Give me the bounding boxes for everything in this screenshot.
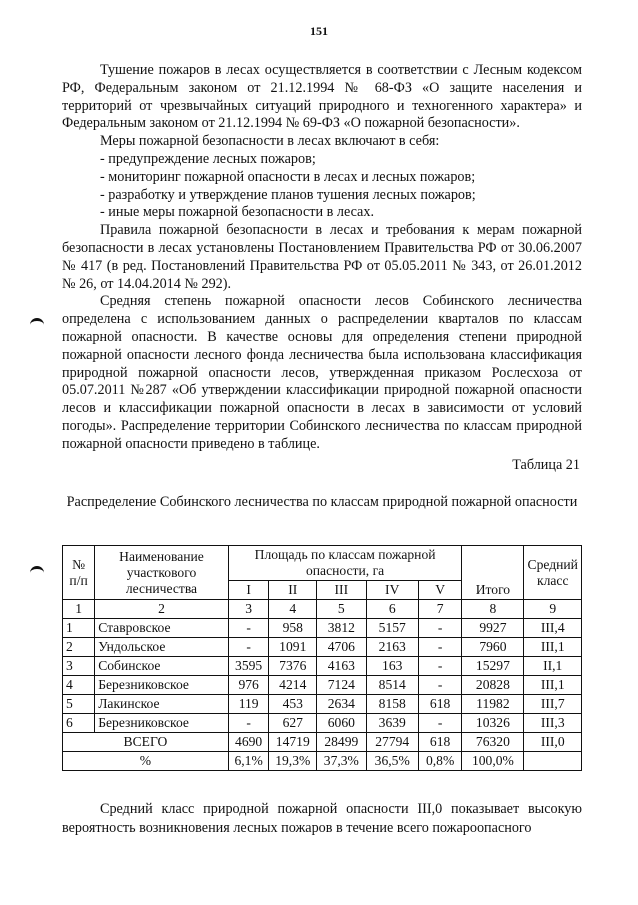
row-name: Березниковское	[95, 676, 229, 695]
row-class-3: 7124	[317, 676, 367, 695]
table-row	[63, 676, 582, 695]
list-item: - мониторинг пожарной опасности в лесах и лесных пожаров;	[100, 168, 476, 185]
row-class-5: -	[418, 714, 461, 733]
header-total: Итого	[462, 546, 524, 600]
row-class-1: 3595	[228, 657, 269, 676]
table-header-row	[63, 546, 582, 581]
row-name: Ставровское	[95, 619, 229, 638]
percent-class-4: 36,5%	[366, 752, 418, 771]
list-item: - иные меры пожарной безопасности в лесах.	[100, 204, 374, 221]
row-class-2: 1091	[269, 638, 317, 657]
row-class-3: 4163	[317, 657, 367, 676]
paragraph-rules: Правила пожарной безопасности в лесах и требования к мерам пожарной безопасности в лесах установлены Постановлением Правительства РФ от 30.06.2007 № 417 (в ред. Постановлений Правительства РФ от 05.05.2011 № 343, от 26.01.2012 № 26, от 14.04.2014 № 292).	[62, 222, 582, 292]
table-row	[63, 695, 582, 714]
row-class-5: -	[418, 619, 461, 638]
table-percent-row	[63, 752, 582, 771]
percent-class-1: 6,1%	[228, 752, 269, 771]
paragraph-fire-law: Тушение пожаров в лесах осуществляется в соответствии с Лесным кодексом РФ, Федеральным законом от 21.12.1994 № 68-ФЗ «О защите населения и территорий от чрезвычайных ситуаций природного и техногенного характера» и Федеральным законом от 21.12.1994 № 69-ФЗ «О пожарной безопасности».	[62, 62, 582, 132]
row-class-1: -	[228, 638, 269, 657]
table-row	[63, 657, 582, 676]
header-class-3: III	[317, 581, 367, 600]
row-class-4: 8158	[366, 695, 418, 714]
row-class-5: -	[418, 657, 461, 676]
header-class-5: V	[418, 581, 461, 600]
percent-label: %	[63, 752, 229, 771]
row-name: Ундольское	[95, 638, 229, 657]
header-class-2: II	[269, 581, 317, 600]
row-class-4: 2163	[366, 638, 418, 657]
row-class-3: 3812	[317, 619, 367, 638]
column-number: 6	[366, 600, 418, 619]
total-sum: 76320	[462, 733, 524, 752]
row-num: 4	[63, 676, 95, 695]
column-number: 8	[462, 600, 524, 619]
row-total: 9927	[462, 619, 524, 638]
row-avg-class: III,4	[524, 619, 582, 638]
row-class-3: 6060	[317, 714, 367, 733]
column-number: 4	[269, 600, 317, 619]
page-number: 151	[310, 24, 328, 38]
list-item: - предупреждение лесных пожаров;	[100, 150, 316, 167]
row-total: 10326	[462, 714, 524, 733]
table-row	[63, 638, 582, 657]
column-number: 3	[228, 600, 269, 619]
table-row	[63, 714, 582, 733]
header-num: № п/п	[63, 546, 95, 600]
total-label: ВСЕГО	[63, 733, 229, 752]
row-class-2: 7376	[269, 657, 317, 676]
punch-hole-mark	[30, 566, 44, 575]
total-class-5: 618	[418, 733, 461, 752]
paragraph-average-class: Средний класс природной пожарной опасности III,0 показывает высокую вероятность возникновения лесных пожаров в течение всего пожароопасного	[62, 801, 582, 836]
paragraph-fire-danger: Средняя степень пожарной опасности лесов Собинского лесничества определена с использованием данных о распределении кварталов по классам пожарной опасности. В качестве основы для определения степени природной пожарной опасности лесного фонда лесничества была использована классификация природной пожарной опасности лесов, утвержденная приказом Рослесхоза от 05.07.2011 №287 «Об утверждении классификации природной пожарной опасности лесов и классификации пожарной опасности в лесах в зависимости от условий погоды». Распределение территории Собинского лесничества по классам природной пожарной опасности приведено в таблице.	[62, 293, 582, 452]
row-num: 5	[63, 695, 95, 714]
row-avg-class: III,1	[524, 638, 582, 657]
percent-avg-class	[524, 752, 582, 771]
fire-danger-table	[62, 545, 582, 771]
row-total: 7960	[462, 638, 524, 657]
column-number: 7	[418, 600, 461, 619]
column-number: 5	[317, 600, 367, 619]
total-class-4: 27794	[366, 733, 418, 752]
row-num: 6	[63, 714, 95, 733]
row-class-1: -	[228, 714, 269, 733]
header-name: Наименование участкового лесничества	[95, 546, 229, 600]
row-num: 2	[63, 638, 95, 657]
total-avg-class: III,0	[524, 733, 582, 752]
row-class-2: 958	[269, 619, 317, 638]
total-class-2: 14719	[269, 733, 317, 752]
row-class-3: 2634	[317, 695, 367, 714]
list-item: - разработку и утверждение планов тушения лесных пожаров;	[100, 186, 476, 203]
table-total-row	[63, 733, 582, 752]
percent-class-5: 0,8%	[418, 752, 461, 771]
percent-class-3: 37,3%	[317, 752, 367, 771]
row-avg-class: III,1	[524, 676, 582, 695]
row-class-4: 3639	[366, 714, 418, 733]
column-number: 9	[524, 600, 582, 619]
row-name: Собинское	[95, 657, 229, 676]
row-class-2: 4214	[269, 676, 317, 695]
row-class-2: 453	[269, 695, 317, 714]
row-class-1: -	[228, 619, 269, 638]
row-total: 15297	[462, 657, 524, 676]
row-class-2: 627	[269, 714, 317, 733]
row-class-3: 4706	[317, 638, 367, 657]
header-class-4: IV	[366, 581, 418, 600]
row-class-5: -	[418, 638, 461, 657]
column-number: 2	[95, 600, 229, 619]
row-name: Лакинское	[95, 695, 229, 714]
row-num: 1	[63, 619, 95, 638]
row-class-5: -	[418, 676, 461, 695]
row-avg-class: III,3	[524, 714, 582, 733]
row-class-1: 119	[228, 695, 269, 714]
row-class-4: 5157	[366, 619, 418, 638]
total-class-3: 28499	[317, 733, 367, 752]
table-title: Распределение Собинского лесничества по классам природной пожарной опасности	[66, 494, 578, 510]
row-avg-class: II,1	[524, 657, 582, 676]
table-row	[63, 619, 582, 638]
row-class-1: 976	[228, 676, 269, 695]
total-class-1: 4690	[228, 733, 269, 752]
percent-total: 100,0%	[462, 752, 524, 771]
row-class-4: 163	[366, 657, 418, 676]
table-label: Таблица 21	[512, 457, 580, 473]
row-total: 11982	[462, 695, 524, 714]
header-class-1: I	[228, 581, 269, 600]
header-area-group: Площадь по классам пожарной опасности, га	[228, 546, 462, 581]
row-class-5: 618	[418, 695, 461, 714]
punch-hole-mark	[30, 318, 44, 327]
row-total: 20828	[462, 676, 524, 695]
paragraph-measures-intro: Меры пожарной безопасности в лесах включают в себя:	[100, 133, 440, 150]
row-avg-class: III,7	[524, 695, 582, 714]
percent-class-2: 19,3%	[269, 752, 317, 771]
column-number: 1	[63, 600, 95, 619]
bottom-text	[62, 800, 582, 838]
header-avg-class: Средний класс	[524, 546, 582, 600]
body-text	[62, 62, 582, 454]
column-number-row	[63, 600, 582, 619]
row-num: 3	[63, 657, 95, 676]
row-name: Березниковское	[95, 714, 229, 733]
row-class-4: 8514	[366, 676, 418, 695]
